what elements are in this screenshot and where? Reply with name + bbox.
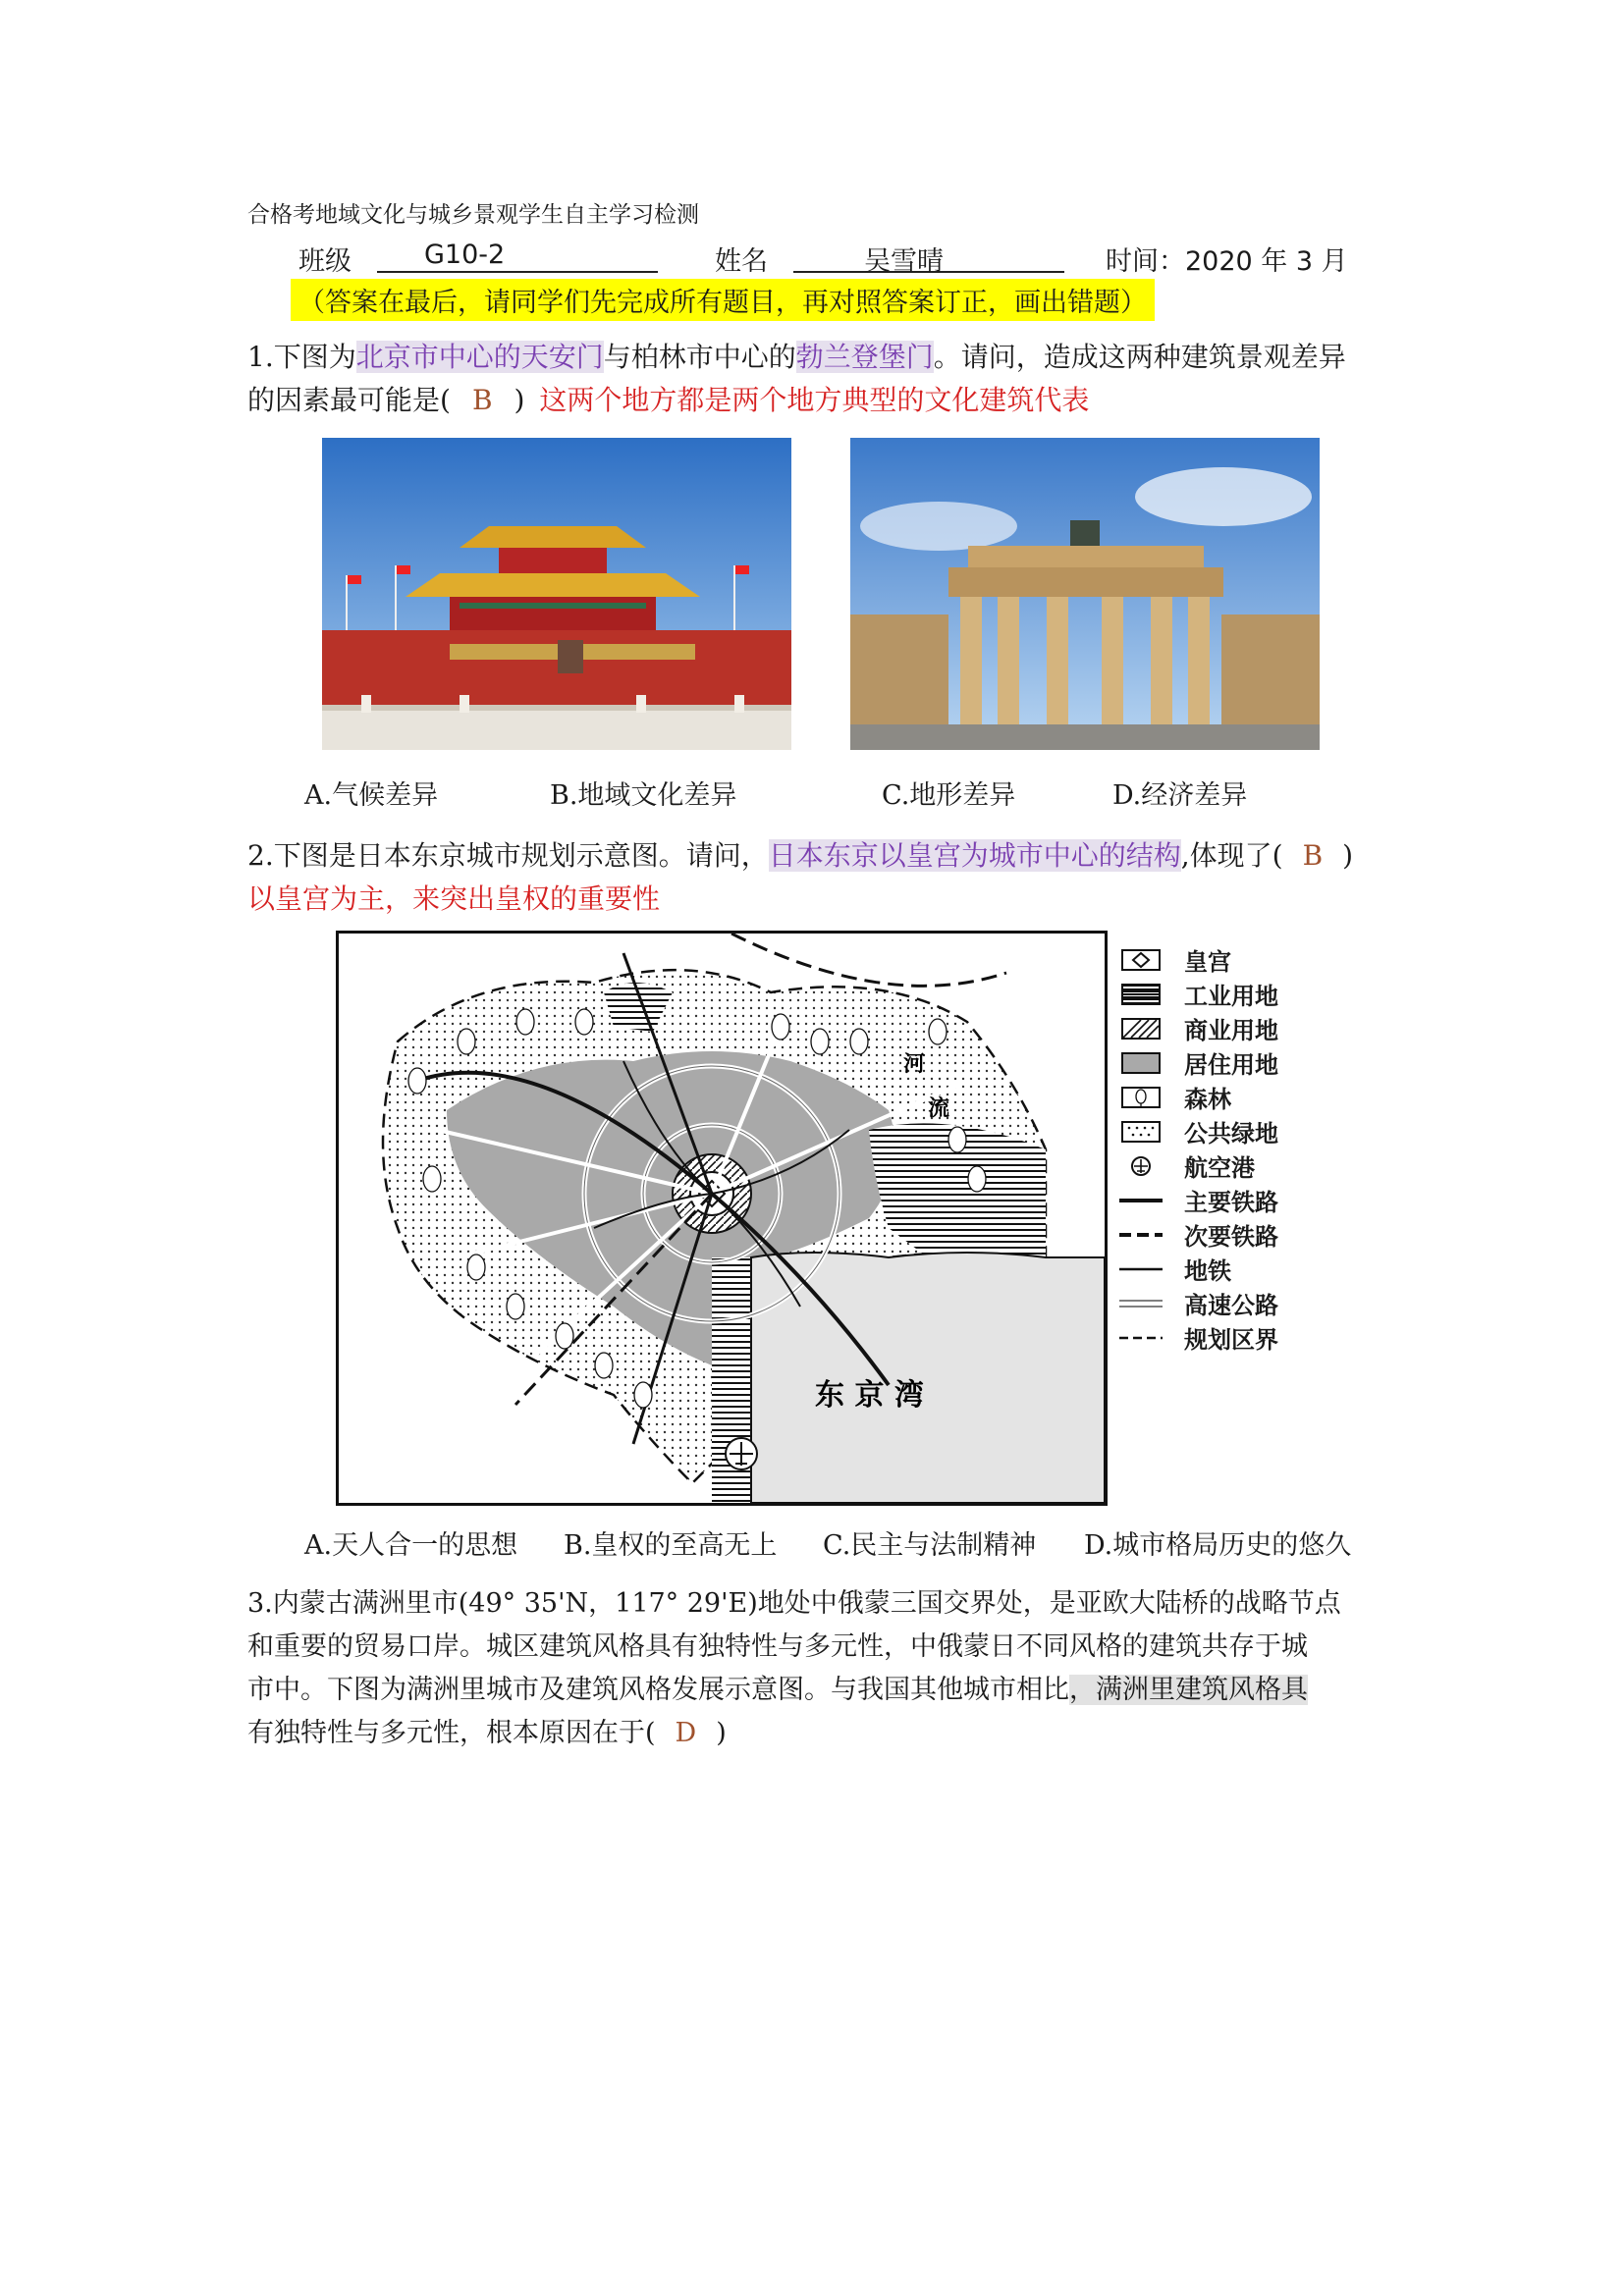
q1-answer: B: [471, 384, 493, 416]
legend-imperial-palace: 皇宫: [1119, 942, 1278, 977]
map-legend: [1119, 942, 1278, 1355]
river-label-1: 河: [903, 1052, 926, 1077]
document-title: 合格考地域文化与城乡景观学生自主学习检测: [247, 202, 699, 228]
brandenburg-gate-photo: [850, 438, 1320, 750]
q2-highlight: 日本东京以皇宫为城市中心的结构: [768, 839, 1181, 872]
q1-line2-prefix: 的因素最可能是(: [247, 384, 451, 416]
q2-answer: B: [1302, 839, 1324, 872]
secondary-railway-icon: [1119, 1224, 1163, 1246]
q3-line-4: 有独特性与多元性，根本原因在于(: [247, 1718, 656, 1748]
time-text: 时间：2020 年 3 月: [1106, 246, 1348, 277]
legend-industrial: 工业用地: [1119, 977, 1278, 1011]
answer-notice: （答案在最后，请同学们先完成所有题目，再对照答案订正，画出错题）: [291, 279, 1155, 321]
q3-line-2: 和重要的贸易口岸。城区建筑风格具有独特性与多元性，中俄蒙日不同风格的建筑共存于城: [247, 1631, 1308, 1662]
q1-note: 这两个地方都是两个地方典型的文化建筑代表: [539, 384, 1090, 416]
q2-option-a[interactable]: A.天人合一的思想: [304, 1530, 518, 1561]
q3-answer: D: [675, 1718, 697, 1748]
airport-icon: [1119, 1155, 1163, 1177]
commercial-land-icon: [1119, 1018, 1163, 1040]
legend-public-green: 公共绿地: [1119, 1114, 1278, 1148]
legend-residential: 居住用地: [1119, 1045, 1278, 1080]
q2-option-d[interactable]: D.城市格局历史的悠久: [1084, 1530, 1352, 1561]
legend-main-railway: 主要铁路: [1119, 1183, 1278, 1217]
q1-suffix: 。请问，造成这两种建筑景观差异: [933, 341, 1346, 373]
q2-note: 以皇宫为主，来突出皇权的重要性: [247, 882, 661, 915]
subway-icon: [1119, 1258, 1163, 1280]
main-railway-icon: [1119, 1190, 1163, 1211]
q3-highlight: ，满洲里建筑风格具: [1069, 1675, 1308, 1705]
q1-option-d[interactable]: D.经济差异: [1112, 780, 1248, 811]
tokyo-planning-map: [336, 931, 1108, 1506]
q2-close: ): [1342, 839, 1354, 872]
expressway-icon: [1119, 1293, 1163, 1314]
industrial-land-icon: [1119, 984, 1163, 1005]
legend-expressway: 高速公路: [1119, 1286, 1278, 1320]
q1-close: ): [514, 384, 525, 416]
tiananmen-photo: [322, 438, 791, 750]
question-1: [247, 336, 1406, 422]
name-label: 姓名: [715, 246, 768, 277]
q2-mid: ,体现了(: [1180, 839, 1283, 872]
q1-highlight-brandenburg: 勃兰登堡门: [795, 341, 934, 373]
name-field[interactable]: 吴雪晴: [793, 240, 1064, 273]
q3-line-1: 3.内蒙古满洲里市(49° 35'N，117° 29'E)地处中俄蒙三国交界处，是亚欧大陆桥的战略节点: [247, 1588, 1341, 1619]
legend-airport: 航空港: [1119, 1148, 1278, 1183]
forest-icon: [1119, 1087, 1163, 1108]
question-2: [247, 834, 1406, 921]
student-info-row: [295, 240, 1375, 275]
q1-option-c[interactable]: C.地形差异: [882, 780, 1016, 811]
q1-option-b[interactable]: B.地域文化差异: [550, 780, 737, 811]
legend-subway: 地铁: [1119, 1252, 1278, 1286]
q2-option-c[interactable]: C.民主与法制精神: [823, 1530, 1037, 1561]
legend-secondary-railway: 次要铁路: [1119, 1217, 1278, 1252]
q1-option-a[interactable]: A.气候差异: [304, 780, 439, 811]
imperial-palace-icon: [1119, 949, 1163, 971]
q2-prefix: 2.下图是日本东京城市规划示意图。请问，: [247, 839, 769, 872]
q1-highlight-tiananmen: 北京市中心的天安门: [355, 341, 604, 373]
legend-planning-boundary: 规划区界: [1119, 1320, 1278, 1355]
q1-mid: 与柏林市中心的: [603, 341, 796, 373]
residential-land-icon: [1119, 1052, 1163, 1074]
public-green-icon: [1119, 1121, 1163, 1143]
planning-boundary-icon: [1119, 1327, 1163, 1349]
q3-close: ): [716, 1718, 727, 1748]
q2-option-b[interactable]: B.皇权的至高无上: [564, 1530, 778, 1561]
q1-prefix: 1.下图为: [247, 341, 356, 373]
question-3: [247, 1582, 1406, 1755]
tokyo-bay-label: 东 京 湾: [815, 1378, 924, 1413]
class-field[interactable]: G10-2: [377, 240, 658, 273]
class-label: 班级: [298, 246, 352, 277]
legend-commercial: 商业用地: [1119, 1011, 1278, 1045]
river-label-2: 流: [928, 1096, 950, 1121]
legend-forest: 森林: [1119, 1080, 1278, 1114]
q3-line-3: 市中。下图为满洲里城市及建筑风格发展示意图。与我国其他城市相比: [247, 1675, 1069, 1705]
